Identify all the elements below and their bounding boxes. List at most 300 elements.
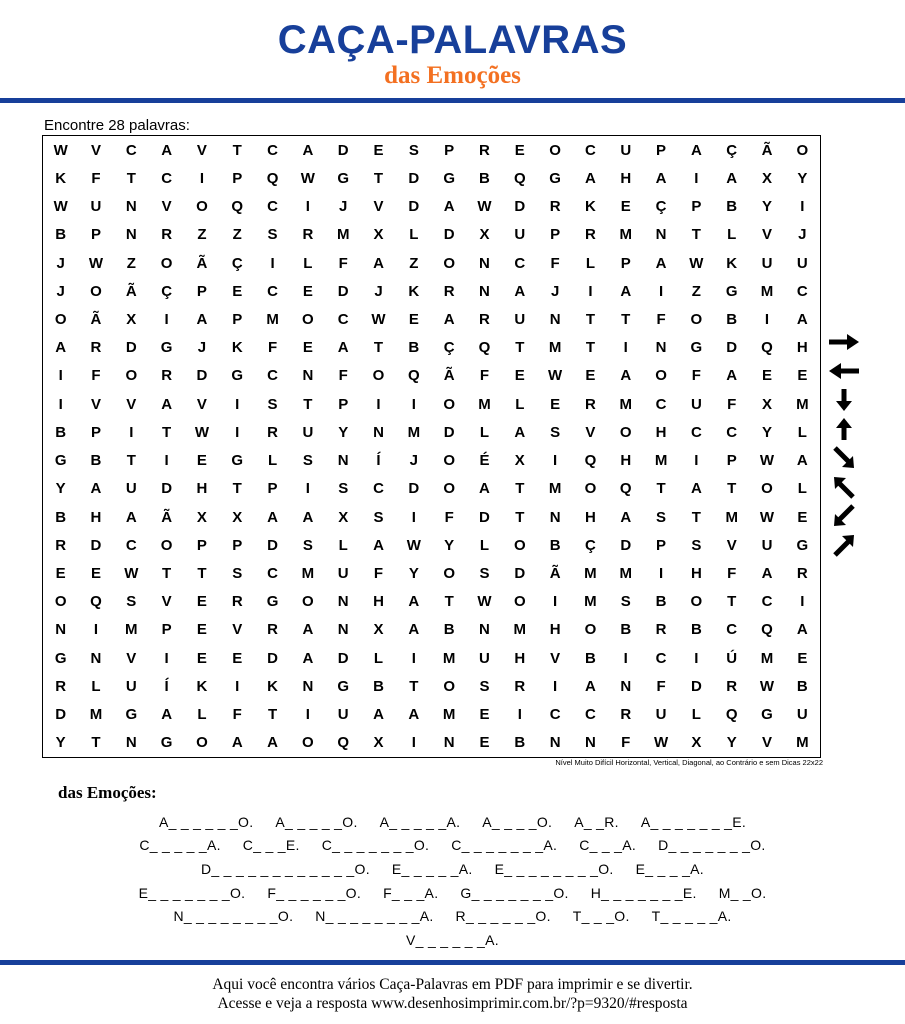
grid-letter: P <box>550 226 561 244</box>
grid-letter: N <box>620 677 632 695</box>
grid-letter: O <box>54 310 67 328</box>
grid-letter: Y <box>726 734 737 752</box>
grid-letter: U <box>514 226 526 244</box>
grid-letter: B <box>55 423 67 441</box>
grid-letter: L <box>479 423 490 441</box>
grid-letter: A <box>620 508 632 526</box>
grid-letter: L <box>797 423 807 441</box>
grid-letter: A <box>796 452 808 470</box>
grid-letter: H <box>796 339 808 357</box>
grid-letter: I <box>164 649 169 667</box>
grid-letter: M <box>89 706 103 724</box>
grid-letter: M <box>442 706 456 724</box>
grid-letter: T <box>691 226 701 244</box>
grid-letter: E <box>479 734 490 752</box>
grid-letter: V <box>161 198 172 216</box>
grid-letter: A <box>302 141 314 159</box>
grid-letter: K <box>267 677 278 695</box>
grid-letter: A <box>373 706 384 724</box>
grid-letter: X <box>373 226 384 244</box>
page-title: CAÇA-PALAVRAS <box>277 18 628 62</box>
grid-letter: K <box>231 339 243 357</box>
grid-letter: A <box>443 198 455 216</box>
grid-letter: Q <box>761 339 773 357</box>
grid-letter: S <box>620 593 631 611</box>
clue-word: T_ _ _O. <box>572 908 630 925</box>
grid-letter: Ã <box>161 508 173 526</box>
word-search-grid <box>42 135 821 758</box>
clue-word: A_ _ _ _ _A. <box>379 813 461 830</box>
grid-letter: Y <box>338 423 349 441</box>
instructions: Encontre 28 palavras: <box>44 117 190 134</box>
grid-letter: A <box>373 536 384 554</box>
grid-letter: D <box>125 339 137 357</box>
grid-letter: W <box>477 198 492 216</box>
grid-letter: O <box>125 367 138 385</box>
grid-letter: T <box>515 339 525 357</box>
grid-letter: M <box>796 395 809 413</box>
grid-letter: A <box>125 508 137 526</box>
grid-letter: O <box>443 677 455 695</box>
grid-letter: O <box>160 254 173 272</box>
grid-letter: N <box>655 226 667 244</box>
grid-letter: X <box>762 169 773 187</box>
grid-letter: E <box>514 141 525 159</box>
grid-letter: G <box>54 452 67 470</box>
grid-letter: O <box>655 367 667 385</box>
grid-letter: W <box>689 254 704 272</box>
grid-letter: D <box>690 677 702 695</box>
grid-letter: U <box>655 706 667 724</box>
grid-letter: N <box>549 734 561 752</box>
grid-letter: U <box>761 254 773 272</box>
grid-letter: T <box>621 310 631 328</box>
grid-letter: U <box>796 254 808 272</box>
grid-letter: J <box>374 282 383 300</box>
grid-letter: U <box>514 310 526 328</box>
grid-letter: W <box>371 310 386 328</box>
grid-letter: N <box>549 508 561 526</box>
grid-letter: X <box>338 508 349 526</box>
grid-letter: P <box>90 423 101 441</box>
grid-letter: U <box>125 480 137 498</box>
grid-letter: O <box>690 310 703 328</box>
grid-letter: M <box>654 452 668 470</box>
grid-letter: W <box>477 593 492 611</box>
grid-letter: N <box>125 226 137 244</box>
grid-letter: R <box>796 565 808 583</box>
grid-letter: Ã <box>90 310 102 328</box>
clue-word: D_ _ _ _ _ _ _O. <box>658 837 766 854</box>
grid-letter: I <box>129 423 134 441</box>
grid-letter: F <box>656 310 666 328</box>
grid-letter: E <box>797 649 808 667</box>
grid-letter: É <box>479 452 490 470</box>
grid-letter: Ç <box>726 141 738 159</box>
grid-letter: R <box>55 677 67 695</box>
grid-letter: Ç <box>585 536 596 554</box>
grid-letter: C <box>726 621 738 639</box>
clue-word: D_ _ _ _ _ _ _ _ _ _ _ _O. <box>200 860 370 877</box>
grid-letter: I <box>800 198 805 216</box>
grid-letter: A <box>231 734 243 752</box>
clue-word: V_ _ _ _ _ _A. <box>406 931 499 948</box>
grid-letter: T <box>585 310 595 328</box>
arrow-down-icon <box>826 388 862 412</box>
grid-letter: A <box>161 706 173 724</box>
grid-letter: B <box>549 536 561 554</box>
grid-letter: R <box>585 395 596 413</box>
grid-letter: F <box>91 367 101 385</box>
grid-letter: D <box>267 536 278 554</box>
grid-letter: A <box>90 480 102 498</box>
grid-letter: G <box>231 452 244 470</box>
grid-letter: B <box>514 734 526 752</box>
clue-word: C_ _ _ _ _ _ _O. <box>321 837 430 854</box>
grid-letter: P <box>726 452 737 470</box>
direction-legend <box>826 330 866 562</box>
grid-letter: U <box>796 706 808 724</box>
grid-letter: U <box>337 706 349 724</box>
grid-letter: I <box>553 677 558 695</box>
grid-letter: P <box>620 254 631 272</box>
grid-letter: X <box>196 508 207 526</box>
grid-letter: W <box>406 536 421 554</box>
grid-letter: X <box>232 508 243 526</box>
grid-letter: M <box>513 621 527 639</box>
grid-letter: I <box>164 452 169 470</box>
grid-letter: A <box>337 339 349 357</box>
grid-letter: P <box>656 141 667 159</box>
grid-letter: J <box>56 254 65 272</box>
clue-word: C_ _ _ _ _A. <box>139 837 221 854</box>
grid-letter: N <box>337 452 349 470</box>
grid-letter: Q <box>619 480 632 498</box>
grid-letter: M <box>619 395 632 413</box>
clue-word: F_ _ _ _ _ _O. <box>267 884 362 901</box>
grid-letter: G <box>690 339 703 357</box>
grid-letter: Ç <box>231 254 243 272</box>
grid-letter: O <box>302 734 314 752</box>
grid-letter: N <box>302 677 314 695</box>
grid-letter: I <box>694 452 699 470</box>
grid-letter: V <box>126 395 137 413</box>
grid-letter: D <box>443 226 455 244</box>
grid-letter: A <box>161 141 173 159</box>
grid-letter: C <box>726 423 738 441</box>
grid-letter: W <box>53 198 68 216</box>
grid-letter: G <box>160 734 173 752</box>
grid-letter: U <box>620 141 632 159</box>
grid-letter: N <box>337 621 349 639</box>
grid-letter: K <box>726 254 738 272</box>
grid-letter: L <box>303 254 313 272</box>
grid-letter: S <box>267 395 278 413</box>
grid-letter: F <box>267 339 278 357</box>
grid-letter: I <box>694 649 699 667</box>
grid-letter: G <box>337 677 350 695</box>
grid-letter: W <box>194 423 209 441</box>
grid-letter: X <box>762 395 773 413</box>
clue-word: N_ _ _ _ _ _ _ _O. <box>173 908 294 925</box>
grid-letter: Y <box>408 565 419 583</box>
grid-letter: O <box>443 395 455 413</box>
grid-letter: D <box>443 423 455 441</box>
grid-letter: Z <box>232 226 242 244</box>
grid-letter: T <box>232 141 242 159</box>
clue-row <box>0 904 905 928</box>
grid-letter: V <box>373 198 384 216</box>
grid-letter: V <box>762 226 773 244</box>
grid-letter: W <box>759 508 775 526</box>
grid-letter: F <box>338 367 348 385</box>
grid-letter: S <box>267 226 278 244</box>
grid-letter: T <box>232 480 242 498</box>
grid-letter: C <box>655 395 667 413</box>
grid-letter: I <box>411 395 416 413</box>
grid-letter: O <box>513 536 526 554</box>
grid-letter: O <box>443 565 455 583</box>
grid-letter: A <box>161 395 173 413</box>
grid-letter: H <box>620 452 632 470</box>
grid-letter: T <box>197 565 207 583</box>
grid-letter: E <box>196 593 207 611</box>
grid-letter: E <box>550 395 561 413</box>
grid-letter: G <box>160 339 173 357</box>
grid-letter: Q <box>90 593 102 611</box>
grid-letter: M <box>442 649 456 667</box>
grid-letter: A <box>585 169 596 187</box>
grid-letter: M <box>407 423 421 441</box>
grid-letter: H <box>620 169 632 187</box>
grid-letter: R <box>443 282 455 300</box>
grid-letter: T <box>162 565 172 583</box>
grid-letter: P <box>232 536 243 554</box>
grid-letter: Ú <box>726 649 738 667</box>
grid-letter: J <box>197 339 207 357</box>
grid-letter: Q <box>761 621 773 639</box>
grid-letter: O <box>761 480 773 498</box>
grid-letter: R <box>267 621 278 639</box>
grid-letter: R <box>514 677 526 695</box>
grid-letter: B <box>479 169 490 187</box>
grid-letter: D <box>337 282 349 300</box>
grid-letter: W <box>124 565 139 583</box>
grid-letter: C <box>267 367 278 385</box>
grid-letter: F <box>444 508 454 526</box>
grid-letter: I <box>623 339 628 357</box>
clue-word: E_ _ _ _ _ _ _O. <box>138 884 246 901</box>
clue-row <box>0 857 905 881</box>
grid-letter: J <box>409 452 418 470</box>
grid-letter: A <box>620 282 632 300</box>
grid-letter: R <box>726 677 738 695</box>
clue-word: T_ _ _ _ _A. <box>651 908 732 925</box>
grid-letter: C <box>514 254 526 272</box>
grid-letter: Í <box>376 452 381 470</box>
grid-letter: N <box>125 198 137 216</box>
grid-letter: D <box>514 198 526 216</box>
grid-letter: M <box>478 395 491 413</box>
arrow-up-left-icon <box>826 475 862 499</box>
grid-letter: A <box>655 254 667 272</box>
grid-letter: B <box>655 593 667 611</box>
grid-letter: E <box>302 282 313 300</box>
grid-letter: F <box>91 169 101 187</box>
grid-letter: R <box>90 339 102 357</box>
grid-letter: I <box>764 310 770 328</box>
grid-letter: A <box>514 282 526 300</box>
grid-letter: N <box>55 621 67 639</box>
grid-letter: T <box>303 395 313 413</box>
grid-letter: E <box>373 141 384 159</box>
grid-letter: F <box>727 395 737 413</box>
grid-letter: T <box>727 480 737 498</box>
grid-letter: S <box>479 677 490 695</box>
grid-letter: Q <box>266 169 279 187</box>
grid-letter: O <box>584 480 597 498</box>
grid-letter: Q <box>725 706 738 724</box>
grid-letter: O <box>796 141 809 159</box>
grid-letter: B <box>373 677 384 695</box>
grid-letter: A <box>796 310 808 328</box>
grid-letter: G <box>761 706 773 724</box>
grid-letter: E <box>196 621 207 639</box>
arrow-up-right-icon <box>826 533 862 557</box>
grid-letter: B <box>408 339 420 357</box>
grid-letter: R <box>231 593 243 611</box>
grid-letter: G <box>549 169 561 187</box>
grid-letter: J <box>56 282 65 300</box>
grid-letter: U <box>125 677 137 695</box>
grid-letter: I <box>588 282 593 300</box>
grid-letter: U <box>302 423 314 441</box>
grid-letter: N <box>585 734 596 752</box>
grid-letter: U <box>90 198 102 216</box>
grid-letter: W <box>300 169 315 187</box>
grid-letter: E <box>797 508 808 526</box>
grid-letter: A <box>302 508 314 526</box>
page-subtitle: das Emoções <box>384 62 521 89</box>
grid-letter: P <box>267 480 278 498</box>
arrow-left-icon <box>826 359 862 383</box>
grid-letter: I <box>164 310 169 328</box>
grid-letter: E <box>797 367 808 385</box>
grid-letter: I <box>623 649 628 667</box>
grid-letter: L <box>797 480 807 498</box>
grid-letter: L <box>91 677 101 695</box>
clue-word: A_ _R. <box>574 813 619 830</box>
clue-word: H_ _ _ _ _ _ _E. <box>590 884 697 901</box>
grid-letter: T <box>691 508 701 526</box>
grid-letter: B <box>690 621 702 639</box>
grid-letter: P <box>161 621 172 639</box>
grid-letter: N <box>337 593 349 611</box>
grid-letter: B <box>620 621 632 639</box>
grid-letter: O <box>513 593 526 611</box>
grid-letter: Y <box>444 536 455 554</box>
grid-letter: U <box>761 536 773 554</box>
grid-letter: V <box>126 649 137 667</box>
grid-letter: O <box>619 423 632 441</box>
grid-letter: T <box>126 169 136 187</box>
grid-letter: I <box>93 621 99 639</box>
grid-letter: Q <box>231 198 244 216</box>
grid-letter: A <box>761 565 773 583</box>
grid-letter: I <box>199 169 204 187</box>
grid-letter: B <box>443 621 455 639</box>
grid-letter: U <box>337 565 349 583</box>
grid-letter: B <box>90 452 102 470</box>
grid-letter: C <box>125 141 137 159</box>
grid-letter: T <box>444 593 454 611</box>
grid-letter: J <box>550 282 560 300</box>
grid-letter: I <box>553 593 558 611</box>
grid-letter: A <box>408 706 420 724</box>
grid-letter: I <box>694 169 699 187</box>
grid-letter: L <box>585 254 595 272</box>
footer <box>0 975 905 1013</box>
grid-letter: X <box>373 621 384 639</box>
grid-letter: X <box>373 734 384 752</box>
grid-letter: Ã <box>549 565 561 583</box>
grid-letter: I <box>658 565 664 583</box>
grid-letter: I <box>270 254 275 272</box>
clue-word: G_ _ _ _ _ _ _O. <box>460 884 569 901</box>
grid-letter: Y <box>797 169 808 187</box>
grid-letter: S <box>373 508 384 526</box>
grid-letter: K <box>55 169 67 187</box>
grid-letter: A <box>55 339 67 357</box>
grid-letter: S <box>479 565 490 583</box>
grid-letter: T <box>267 706 278 724</box>
grid-letter: D <box>408 480 420 498</box>
grid-letter: V <box>90 141 101 159</box>
arrow-up-icon <box>826 417 862 441</box>
grid-letter: Z <box>126 254 136 272</box>
grid-letter: I <box>58 367 63 385</box>
grid-letter: F <box>550 254 560 272</box>
grid-letter: G <box>54 649 67 667</box>
grid-letter: C <box>125 536 137 554</box>
grid-letter: N <box>302 367 314 385</box>
grid-letter: P <box>90 226 101 244</box>
grid-letter: A <box>620 367 632 385</box>
grid-letter: Ã <box>761 141 773 159</box>
grid-letter: M <box>760 649 774 667</box>
grid-letter: D <box>196 367 208 385</box>
grid-letter: V <box>726 536 737 554</box>
grid-letter: X <box>514 452 525 470</box>
grid-letter: S <box>550 423 561 441</box>
grid-letter: C <box>655 649 667 667</box>
grid-letter: I <box>411 649 416 667</box>
grid-letter: Q <box>407 367 420 385</box>
grid-letter: E <box>762 367 773 385</box>
grid-letter: N <box>549 310 561 328</box>
grid-letter: C <box>585 706 596 724</box>
grid-letter: P <box>232 310 243 328</box>
grid-letter: T <box>126 452 136 470</box>
grid-letter: O <box>443 480 455 498</box>
grid-letter: I <box>235 423 240 441</box>
grid-letter: M <box>725 508 738 526</box>
grid-letter: B <box>55 226 67 244</box>
grid-letter: H <box>549 621 561 639</box>
grid-letter: Y <box>762 198 773 216</box>
grid-letter: E <box>585 367 596 385</box>
grid-letter: I <box>376 395 381 413</box>
